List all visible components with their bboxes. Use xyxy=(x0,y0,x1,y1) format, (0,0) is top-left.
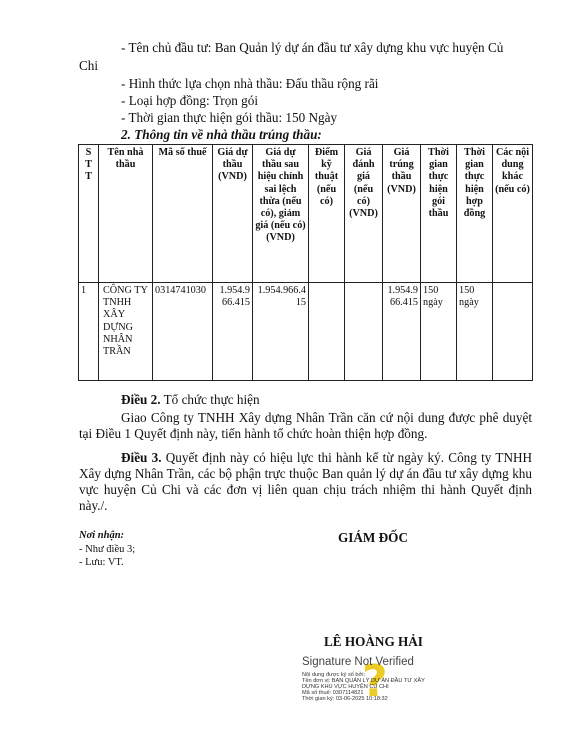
article-2-label: Điều 2. xyxy=(121,392,161,407)
cell-contractor-name: CÔNG TY TNHH XÂY DỰNG NHÂN TRẦN xyxy=(99,283,153,381)
article-2-title: Tổ chức thực hiện xyxy=(160,392,260,407)
signature-detail: Nội dung được ký số bởi: xyxy=(302,672,366,678)
article-3-body: Quyết định này có hiệu lực thi hành kể từ ngày ký. Công ty TNHH Xây dựng Nhân Trần, các bộ phận trực thuộc Ban quản lý dự án đầu tư xây dựng khu vực huyện Củ Chi và các đơn vị liên quan chịu trách nhiệm thi hành Quyết định này./. xyxy=(79,450,533,513)
signer-position: GIÁM ĐỐC xyxy=(338,530,408,545)
section-title: 2. Thông tin về nhà thầu trúng thầu: xyxy=(121,127,322,142)
unverified-question-icon: ? xyxy=(362,656,388,707)
cell-stt: 1 xyxy=(79,283,99,381)
owner-line-cont: Chi xyxy=(79,58,99,73)
contract-type: - Loại hợp đồng: Trọn gói xyxy=(121,93,259,108)
article-3-paragraph xyxy=(79,450,532,514)
recipients-title: Nơi nhận: xyxy=(79,530,125,541)
col-tax-code: Mã số thuế xyxy=(153,145,213,283)
col-package-time: Thời gian thực hiện gói thầu xyxy=(421,145,457,283)
article-2-body: Giao Công ty TNHH Xây dựng Nhân Trần căn cứ nội dung được phê duyệt tại Điều 1 Quyết định này, tiến hành tổ chức hoàn thiện hợp đồng. xyxy=(79,410,532,441)
col-award-price: Giá trúng thầu (VND) xyxy=(383,145,421,283)
col-contractor-name: Tên nhà thầu xyxy=(99,145,153,283)
article-3-label: Điều 3. xyxy=(121,450,162,465)
article-2-heading xyxy=(121,392,260,408)
cell-contract-time: 150 ngày xyxy=(457,283,493,381)
signature-detail: Tên đơn vị: BAN QUẢN LÝ DỰ ÁN ĐẦU TƯ XÂY xyxy=(302,678,425,684)
winning-contractor-table xyxy=(78,144,533,381)
cell-tech-score xyxy=(309,283,345,381)
cell-eval-price xyxy=(345,283,383,381)
col-other: Các nội dung khác (nếu có) xyxy=(493,145,533,283)
table-header-row xyxy=(79,145,533,283)
signer-name: LÊ HOÀNG HẢI xyxy=(324,634,423,649)
cell-bid-price: 1.954.966.415 xyxy=(213,283,253,381)
signature-status: Signature Not Verified xyxy=(302,656,414,668)
owner-line: - Tên chủ đầu tư: Ban Quản lý dự án đầu tư xây dựng khu vực huyện Củ xyxy=(121,40,504,55)
cell-award-price: 1.954.966.415 xyxy=(383,283,421,381)
col-bid-price: Giá dự thầu (VND) xyxy=(213,145,253,283)
signature-detail: Mã số thuế: 0307114821 xyxy=(302,690,364,696)
table-row xyxy=(79,283,533,381)
digital-signature-stamp xyxy=(300,656,470,736)
col-contract-time: Thời gian thực hiện hợp đồng xyxy=(457,145,493,283)
selection-method: - Hình thức lựa chọn nhà thầu: Đấu thầu rộng rãi xyxy=(121,76,379,91)
col-eval-price: Giá đánh giá (nếu có) (VND) xyxy=(345,145,383,283)
col-tech-score: Điểm kỹ thuật (nếu có) xyxy=(309,145,345,283)
cell-adjusted-price: 1.954.966.415 xyxy=(253,283,309,381)
signature-detail: DỰNG KHU VỰC HUYỆN CỦ CHI xyxy=(302,684,389,690)
cell-tax-code: 0314741030 xyxy=(153,283,213,381)
col-stt: S T T xyxy=(79,145,99,283)
cell-other xyxy=(493,283,533,381)
signature-detail: Thời gian ký: 03-06-2025 10:18:32 xyxy=(302,696,388,702)
recipient-item: - Lưu: VT. xyxy=(79,557,124,568)
package-duration: - Thời gian thực hiện gói thầu: 150 Ngày xyxy=(121,110,338,125)
recipient-item: - Như điều 3; xyxy=(79,544,136,555)
col-adjusted-price: Giá dự thầu sau hiệu chỉnh sai lệch thừa (nếu có), giảm giá (nếu có) (VND) xyxy=(253,145,309,283)
cell-package-time: 150 ngày xyxy=(421,283,457,381)
